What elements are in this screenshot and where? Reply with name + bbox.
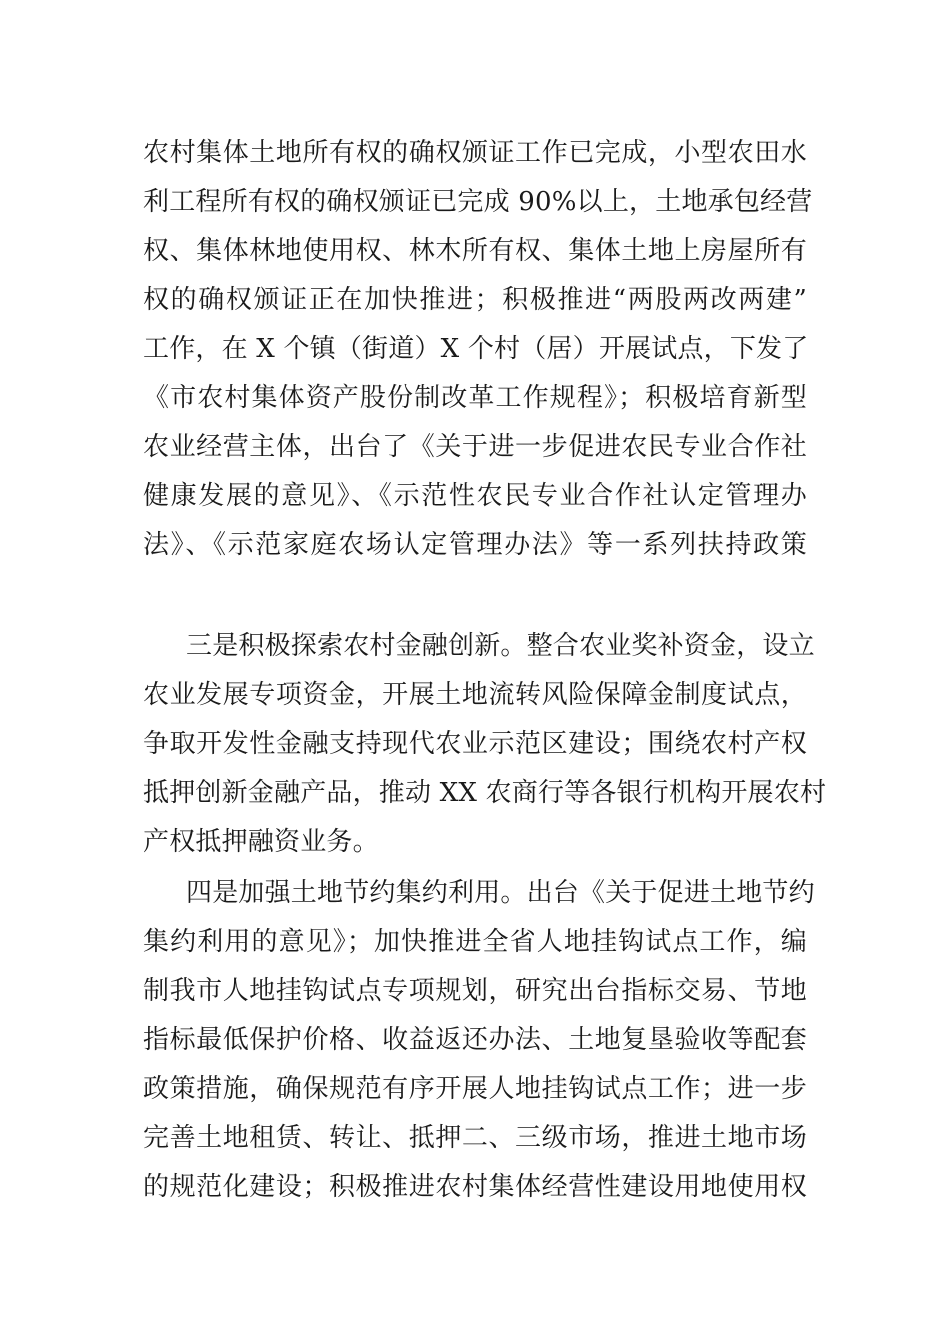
paragraph-2-line-2: 农业发展专项资金，开展土地流转风险保障金制度试点， [143,680,807,710]
paragraph-1-line-5: 工作，在 X 个镇（街道）X 个村（居）开展试点，下发了 [143,334,809,364]
paragraph-1-line-7: 农业经营主体，出台了《关于进一步促进农民专业合作社 [143,432,807,462]
paragraph-3-line-7: 的规范化建设；积极推进农村集体经营性建设用地使用权 [143,1172,807,1202]
paragraph-3-line-3: 制我市人地挂钩试点专项规划，研究出台指标交易、节地 [143,976,807,1006]
paragraph-3-line-6: 完善土地租赁、转让、抵押二、三级市场，推进土地市场 [143,1123,807,1153]
paragraph-2-line-3: 争取开发性金融支持现代农业示范区建设；围绕农村产权 [143,729,807,759]
paragraph-3-line-4: 指标最低保护价格、收益返还办法、土地复垦验收等配套 [143,1025,807,1055]
paragraph-1-line-3: 权、集体林地使用权、林木所有权、集体土地上房屋所有 [143,236,807,266]
paragraph-2-line-5: 产权抵押融资业务。 [143,827,379,857]
paragraph-3-line-2: 集约利用的意见》；加快推进全省人地挂钩试点工作，编 [143,927,807,957]
paragraph-1-line-6: 《市农村集体资产股份制改革工作规程》；积极培育新型 [143,383,807,413]
paragraph-1-line-4: 权的确权颁证正在加快推进；积极推进“两股两改两建” [143,285,807,315]
paragraph-1-line-9: 法》、《示范家庭农场认定管理办法》等一系列扶持政策 [143,530,807,560]
paragraph-2-line-1: 三是积极探索农村金融创新。整合农业奖补资金，设立 [186,631,815,661]
paragraph-3-line-1: 四是加强土地节约集约利用。出台《关于促进土地节约 [186,878,815,908]
paragraph-2-line-4: 抵押创新金融产品，推动 XX 农商行等各银行机构开展农村 [143,778,827,808]
paragraph-1-line-2: 利工程所有权的确权颁证已完成 90%以上，土地承包经营 [143,187,813,217]
paragraph-3-line-5: 政策措施，确保规范有序开展人地挂钩试点工作；进一步 [143,1074,807,1104]
paragraph-1-line-8: 健康发展的意见》、《示范性农民专业合作社认定管理办 [143,481,807,511]
paragraph-1-line-1: 农村集体土地所有权的确权颁证工作已完成，小型农田水 [143,138,807,168]
